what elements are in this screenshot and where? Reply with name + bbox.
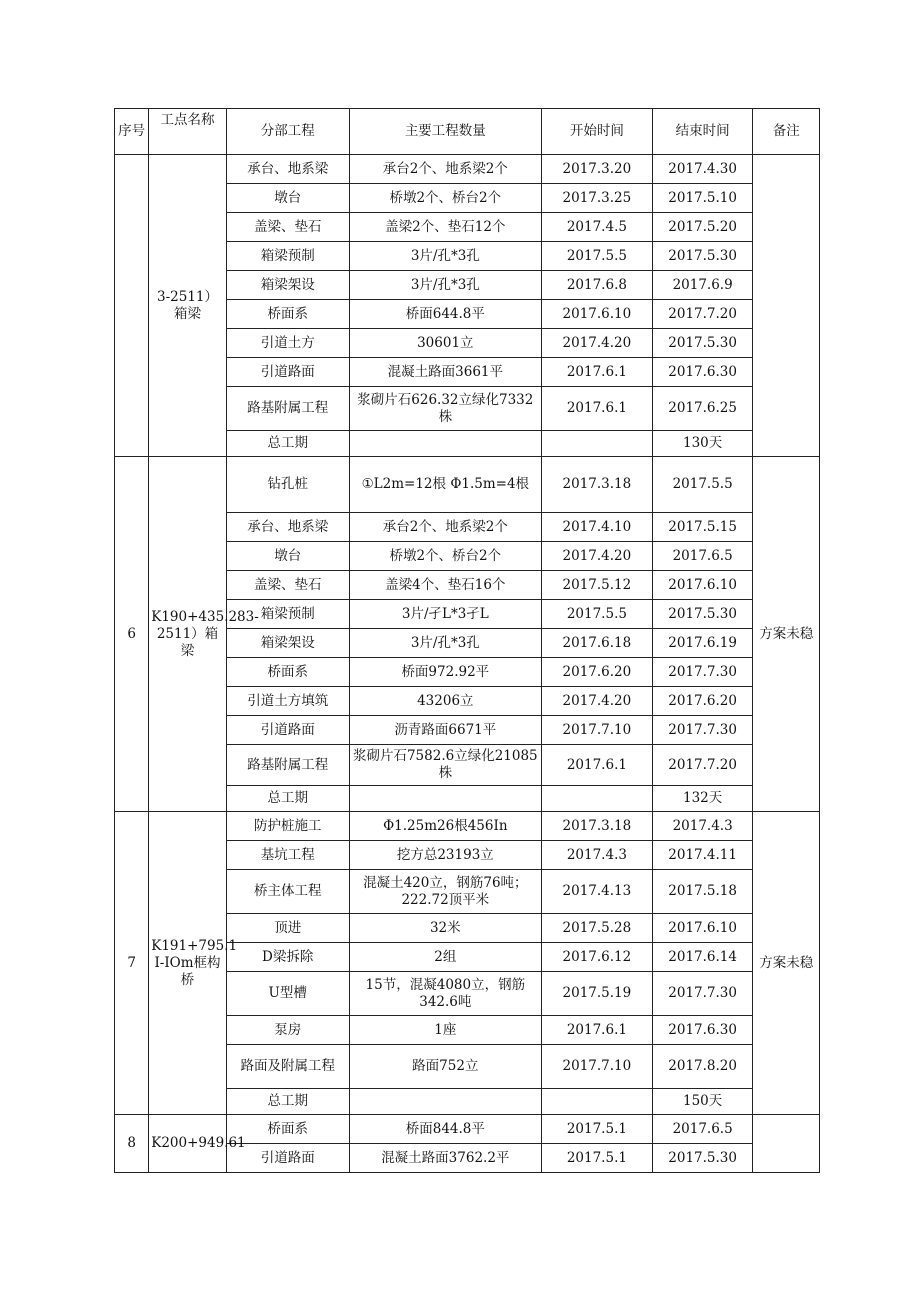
end-date-cell: 2017.4.11 xyxy=(652,841,753,870)
end-date-cell: 2017.4.30 xyxy=(652,155,753,184)
table-row xyxy=(115,812,820,841)
quantity-cell: 混凝土路面3661平 xyxy=(349,358,541,387)
start-date-cell: 2017.4.3 xyxy=(542,841,653,870)
start-date-cell: 2017.6.1 xyxy=(542,387,653,431)
end-date-cell: 2017.8.20 xyxy=(652,1045,753,1089)
end-date-cell: 2017.6.10 xyxy=(652,914,753,943)
seq-cell: 8 xyxy=(115,1115,149,1173)
end-date-cell: 2017.5.20 xyxy=(652,213,753,242)
start-date-cell: 2017.6.12 xyxy=(542,943,653,972)
sub-project-cell: 桥主体工程 xyxy=(226,870,349,914)
quantity-cell: 路面752立 xyxy=(349,1045,541,1089)
sub-project-cell: D梁拆除 xyxy=(226,943,349,972)
header-row xyxy=(115,109,820,155)
start-date-cell: 2017.5.5 xyxy=(542,242,653,271)
sub-project-cell: 箱梁预制 xyxy=(226,242,349,271)
end-date-cell: 2017.7.30 xyxy=(652,658,753,687)
seq-cell: 7 xyxy=(115,812,149,1115)
end-date-cell: 2017.6.19 xyxy=(652,629,753,658)
header-qty: 主要工程数量 xyxy=(349,109,541,155)
quantity-cell: 承台2个、地系梁2个 xyxy=(349,155,541,184)
end-date-cell: 2017.6.9 xyxy=(652,271,753,300)
quantity-cell xyxy=(349,1089,541,1115)
end-date-cell: 2017.6.5 xyxy=(652,1115,753,1144)
quantity-cell: 挖方总23193立 xyxy=(349,841,541,870)
sub-project-cell: 钻孔桩 xyxy=(226,457,349,513)
start-date-cell xyxy=(542,431,653,457)
sub-project-cell: 盖梁、垫石 xyxy=(226,213,349,242)
start-date-cell xyxy=(542,1089,653,1115)
schedule-body xyxy=(115,155,820,1173)
quantity-cell: 承台2个、地系梁2个 xyxy=(349,513,541,542)
site-name-cell: 3-2511）箱梁 xyxy=(149,155,227,457)
schedule-table xyxy=(114,108,820,1173)
quantity-cell xyxy=(349,431,541,457)
end-date-cell: 2017.5.10 xyxy=(652,184,753,213)
start-date-cell: 2017.4.5 xyxy=(542,213,653,242)
quantity-cell: 混凝土路面3762.2平 xyxy=(349,1144,541,1173)
quantity-cell: 32米 xyxy=(349,914,541,943)
quantity-cell: 3片/孔*3孔 xyxy=(349,629,541,658)
end-date-cell: 2017.4.3 xyxy=(652,812,753,841)
sub-project-cell: 顶进 xyxy=(226,914,349,943)
sub-project-cell: 承台、地系梁 xyxy=(226,155,349,184)
quantity-cell: 沥青路面6671平 xyxy=(349,716,541,745)
sub-project-cell: U型槽 xyxy=(226,972,349,1016)
quantity-cell: 15节，混凝4080立，钢筋342.6吨 xyxy=(349,972,541,1016)
quantity-cell: 盖梁2个、垫石12个 xyxy=(349,213,541,242)
end-date-cell: 150天 xyxy=(652,1089,753,1115)
quantity-cell: 浆砌片石626.32立绿化7332株 xyxy=(349,387,541,431)
end-date-cell: 2017.6.10 xyxy=(652,571,753,600)
sub-project-cell: 引道土方 xyxy=(226,329,349,358)
sub-project-cell: 路基附属工程 xyxy=(226,745,349,786)
quantity-cell: 3片/孑L*3孑L xyxy=(349,600,541,629)
quantity-cell: ①L2m=12根 Φ1.5m=4根 xyxy=(349,457,541,513)
sub-project-cell: 承台、地系梁 xyxy=(226,513,349,542)
sub-project-cell: 盖梁、垫石 xyxy=(226,571,349,600)
start-date-cell: 2017.3.25 xyxy=(542,184,653,213)
end-date-cell: 2017.7.30 xyxy=(652,972,753,1016)
sub-project-cell: 基坑工程 xyxy=(226,841,349,870)
site-name-cell: K191+795.1 I-IOm框构桥 xyxy=(149,812,227,1115)
quantity-cell: 1座 xyxy=(349,1016,541,1045)
sub-project-cell: 泵房 xyxy=(226,1016,349,1045)
table-row xyxy=(115,155,820,184)
start-date-cell xyxy=(542,786,653,812)
sub-project-cell: 箱梁架设 xyxy=(226,629,349,658)
quantity-cell: 2组 xyxy=(349,943,541,972)
sub-project-cell: 总工期 xyxy=(226,431,349,457)
quantity-cell xyxy=(349,786,541,812)
quantity-cell: 3片/孔*3孔 xyxy=(349,242,541,271)
sub-project-cell: 总工期 xyxy=(226,786,349,812)
sub-project-cell: 墩台 xyxy=(226,184,349,213)
start-date-cell: 2017.4.10 xyxy=(542,513,653,542)
sub-project-cell: 引道路面 xyxy=(226,1144,349,1173)
sub-project-cell: 引道土方填筑 xyxy=(226,687,349,716)
start-date-cell: 2017.3.20 xyxy=(542,155,653,184)
end-date-cell: 2017.6.5 xyxy=(652,542,753,571)
end-date-cell: 2017.7.20 xyxy=(652,745,753,786)
quantity-cell: 桥面644.8平 xyxy=(349,300,541,329)
header-note: 备注 xyxy=(753,109,820,155)
quantity-cell: 桥面844.8平 xyxy=(349,1115,541,1144)
quantity-cell: 桥面972.92平 xyxy=(349,658,541,687)
end-date-cell: 2017.6.30 xyxy=(652,1016,753,1045)
header-end: 结束时间 xyxy=(652,109,753,155)
end-date-cell: 132天 xyxy=(652,786,753,812)
start-date-cell: 2017.4.20 xyxy=(542,687,653,716)
end-date-cell: 2017.5.18 xyxy=(652,870,753,914)
start-date-cell: 2017.5.28 xyxy=(542,914,653,943)
sub-project-cell: 引道路面 xyxy=(226,358,349,387)
site-name-cell: K200+949.61 xyxy=(149,1115,227,1173)
quantity-cell: 桥墩2个、桥台2个 xyxy=(349,184,541,213)
start-date-cell: 2017.6.1 xyxy=(542,745,653,786)
sub-project-cell: 引道路面 xyxy=(226,716,349,745)
end-date-cell: 2017.5.30 xyxy=(652,600,753,629)
quantity-cell: 混凝土420立，钢筋76吨；222.72顶平米 xyxy=(349,870,541,914)
start-date-cell: 2017.4.20 xyxy=(542,329,653,358)
end-date-cell: 2017.6.20 xyxy=(652,687,753,716)
start-date-cell: 2017.6.18 xyxy=(542,629,653,658)
start-date-cell: 2017.5.5 xyxy=(542,600,653,629)
seq-cell: 6 xyxy=(115,457,149,812)
quantity-cell: 桥墩2个、桥台2个 xyxy=(349,542,541,571)
note-cell xyxy=(753,1115,820,1173)
end-date-cell: 2017.6.30 xyxy=(652,358,753,387)
end-date-cell: 2017.6.14 xyxy=(652,943,753,972)
sub-project-cell: 箱梁架设 xyxy=(226,271,349,300)
start-date-cell: 2017.5.19 xyxy=(542,972,653,1016)
sub-project-cell: 桥面系 xyxy=(226,658,349,687)
start-date-cell: 2017.4.13 xyxy=(542,870,653,914)
sub-project-cell: 箱梁预制 xyxy=(226,600,349,629)
note-cell: 方案未稳 xyxy=(753,457,820,812)
header-seq: 序号 xyxy=(115,109,149,155)
table-row xyxy=(115,1115,820,1144)
end-date-cell: 2017.5.5 xyxy=(652,457,753,513)
start-date-cell: 2017.6.20 xyxy=(542,658,653,687)
quantity-cell: 43206立 xyxy=(349,687,541,716)
start-date-cell: 2017.7.10 xyxy=(542,716,653,745)
sub-project-cell: 路基附属工程 xyxy=(226,387,349,431)
header-start: 开始时间 xyxy=(542,109,653,155)
start-date-cell: 2017.4.20 xyxy=(542,542,653,571)
sub-project-cell: 防护桩施工 xyxy=(226,812,349,841)
start-date-cell: 2017.7.10 xyxy=(542,1045,653,1089)
end-date-cell: 2017.5.30 xyxy=(652,1144,753,1173)
start-date-cell: 2017.5.1 xyxy=(542,1115,653,1144)
start-date-cell: 2017.6.8 xyxy=(542,271,653,300)
table-row xyxy=(115,457,820,513)
end-date-cell: 2017.5.30 xyxy=(652,329,753,358)
sub-project-cell: 路面及附属工程 xyxy=(226,1045,349,1089)
sub-project-cell: 总工期 xyxy=(226,1089,349,1115)
end-date-cell: 2017.5.15 xyxy=(652,513,753,542)
end-date-cell: 130天 xyxy=(652,431,753,457)
seq-cell xyxy=(115,155,149,457)
start-date-cell: 2017.5.12 xyxy=(542,571,653,600)
start-date-cell: 2017.5.1 xyxy=(542,1144,653,1173)
site-name-cell: K190+435.283-2511）箱梁 xyxy=(149,457,227,812)
end-date-cell: 2017.7.20 xyxy=(652,300,753,329)
quantity-cell: 浆砌片石7582.6立绿化21085株 xyxy=(349,745,541,786)
quantity-cell: 3片/孔*3孔 xyxy=(349,271,541,300)
start-date-cell: 2017.3.18 xyxy=(542,457,653,513)
start-date-cell: 2017.6.1 xyxy=(542,1016,653,1045)
header-site: 工点名称 xyxy=(149,109,227,155)
sub-project-cell: 桥面系 xyxy=(226,1115,349,1144)
quantity-cell: 盖梁4个、垫石16个 xyxy=(349,571,541,600)
note-cell: 方案未稳 xyxy=(753,812,820,1115)
end-date-cell: 2017.7.30 xyxy=(652,716,753,745)
quantity-cell: 30601立 xyxy=(349,329,541,358)
start-date-cell: 2017.6.1 xyxy=(542,358,653,387)
header-sub: 分部工程 xyxy=(226,109,349,155)
note-cell xyxy=(753,155,820,457)
sub-project-cell: 桥面系 xyxy=(226,300,349,329)
start-date-cell: 2017.3.18 xyxy=(542,812,653,841)
start-date-cell: 2017.6.10 xyxy=(542,300,653,329)
sub-project-cell: 墩台 xyxy=(226,542,349,571)
end-date-cell: 2017.5.30 xyxy=(652,242,753,271)
end-date-cell: 2017.6.25 xyxy=(652,387,753,431)
quantity-cell: Φ1.25m26根456In xyxy=(349,812,541,841)
